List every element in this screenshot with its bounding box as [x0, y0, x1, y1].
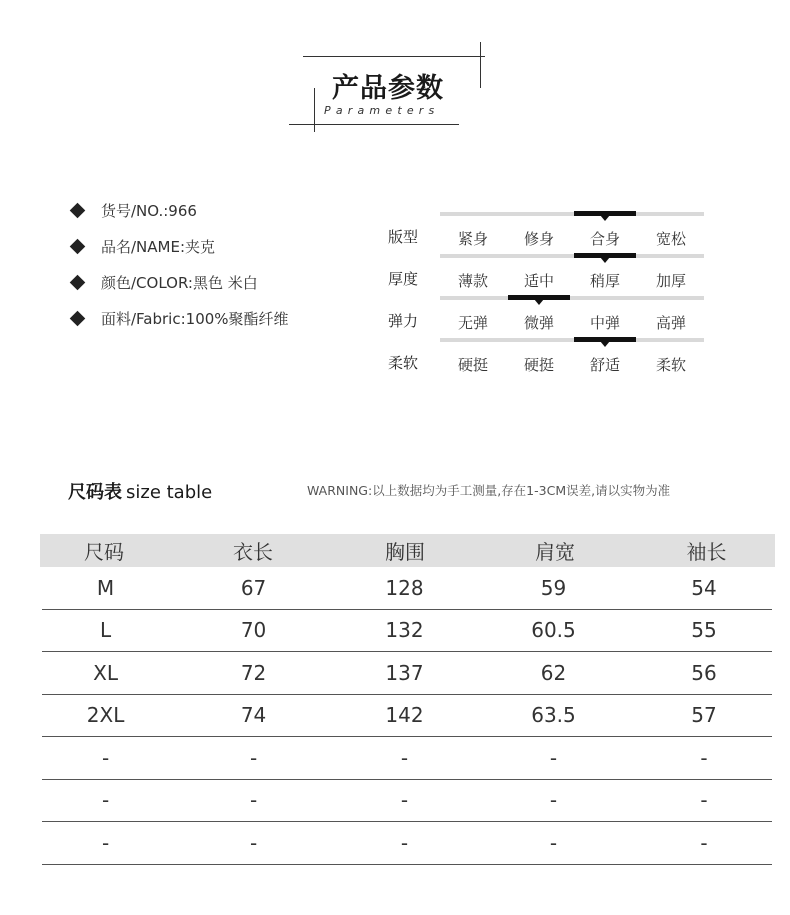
diamond-bullet-icon [70, 202, 86, 218]
table-row [42, 737, 772, 780]
diamond-bullet-icon [70, 238, 86, 254]
table-cell: 137 [385, 660, 424, 685]
info-item-color [70, 264, 289, 300]
table-cell: - [549, 745, 558, 770]
table-cell: 67 [240, 575, 267, 600]
attribute-scale-bar [440, 296, 704, 300]
attribute-option: 适中 [523, 272, 554, 290]
attribute-option: 稍厚 [589, 272, 620, 290]
table-cell: - [700, 788, 708, 813]
table-cell: - [249, 745, 258, 770]
table-cell: - [400, 830, 409, 855]
table-cell: 74 [240, 703, 267, 728]
size-table-title-en: size table [126, 482, 213, 503]
attribute-option: 高弹 [655, 314, 686, 332]
table-cell: 63.5 [531, 703, 576, 728]
table-cell: 60.5 [531, 618, 576, 643]
column-header: 衣长 [233, 540, 273, 564]
table-cell: 70 [240, 618, 267, 643]
measurement-warning: WARNING:以上数据均为手工测量,存在1-3CM误差,请以实物为准 [307, 483, 671, 498]
attribute-option: 微弹 [523, 314, 554, 332]
attribute-label: 柔软 [388, 354, 419, 372]
attribute-row [388, 338, 708, 380]
table-cell: 62 [540, 660, 567, 685]
table-cell: - [400, 788, 409, 813]
table-cell: L [99, 618, 112, 643]
size-table-header [40, 534, 775, 567]
attribute-option: 薄款 [457, 272, 488, 290]
table-cell: XL [93, 660, 118, 685]
table-cell: 2XL [86, 703, 125, 728]
attribute-option: 加厚 [655, 272, 686, 290]
attribute-row [388, 212, 708, 254]
table-cell: - [101, 745, 110, 770]
table-cell: - [549, 788, 558, 813]
size-table [40, 534, 775, 865]
info-text: 货号/NO.:966 [101, 201, 197, 220]
diamond-bullet-icon [70, 274, 86, 290]
attribute-scale-bar [440, 212, 704, 216]
table-cell: 56 [691, 660, 717, 685]
table-row [42, 610, 772, 653]
table-row [42, 695, 772, 738]
header-line-bottom [289, 124, 459, 125]
attribute-label: 厚度 [388, 270, 419, 288]
attribute-option: 修身 [523, 230, 554, 248]
header-line-top [303, 56, 485, 57]
column-header: 胸围 [385, 540, 425, 564]
attribute-option: 柔软 [655, 356, 686, 374]
attribute-row [388, 254, 708, 296]
table-cell: - [400, 745, 409, 770]
column-header: 尺码 [84, 540, 124, 564]
selected-marker-icon [574, 211, 636, 216]
page-subtitle: Parameters [324, 104, 440, 117]
attribute-option: 硬挺 [457, 356, 488, 374]
attribute-option: 舒适 [589, 356, 620, 374]
table-cell: 59 [540, 575, 567, 600]
selected-marker-icon [574, 253, 636, 258]
table-cell: - [549, 830, 558, 855]
info-text: 品名/NAME:夹克 [101, 237, 216, 256]
table-cell: 128 [385, 575, 424, 600]
size-table-title-cn: 尺码表 [68, 482, 122, 503]
table-cell: 72 [240, 660, 267, 685]
attribute-option: 无弹 [457, 314, 488, 332]
attribute-option: 宽松 [655, 230, 686, 248]
attribute-scale-bar [440, 338, 704, 342]
attribute-grid [388, 212, 708, 380]
info-item-fabric [70, 300, 289, 336]
table-cell: 54 [691, 575, 717, 600]
info-text: 面料/Fabric:100%聚酯纤维 [101, 309, 289, 328]
attribute-option: 硬挺 [523, 356, 554, 374]
table-cell: - [249, 830, 258, 855]
info-text: 颜色/COLOR:黑色 米白 [101, 273, 258, 292]
table-cell: 55 [691, 618, 717, 643]
size-table-body [40, 567, 775, 865]
table-cell: - [700, 830, 708, 855]
table-cell: 132 [385, 618, 424, 643]
size-table-title [68, 478, 212, 504]
table-cell: - [101, 830, 110, 855]
header-line-right [480, 42, 481, 88]
table-cell: 142 [385, 703, 424, 728]
table-row [42, 567, 772, 610]
table-cell: - [101, 788, 110, 813]
table-row [42, 780, 772, 823]
header-line-left [314, 88, 315, 132]
column-header: 袖长 [686, 540, 727, 564]
selected-marker-icon [574, 337, 636, 342]
selected-marker-icon [508, 295, 570, 300]
attribute-option: 合身 [589, 230, 620, 248]
attribute-option: 中弹 [589, 314, 620, 332]
column-header: 肩宽 [535, 540, 575, 564]
table-row [42, 652, 772, 695]
table-cell: M [96, 575, 115, 600]
attribute-option: 紧身 [457, 230, 488, 248]
table-row [42, 822, 772, 865]
table-cell: 57 [691, 703, 717, 728]
attribute-row [388, 296, 708, 338]
table-cell: - [249, 788, 258, 813]
info-item-name [70, 228, 289, 264]
attribute-label: 弹力 [388, 312, 419, 330]
product-info-list [70, 192, 289, 336]
diamond-bullet-icon [70, 310, 86, 326]
attribute-scale-bar [440, 254, 704, 258]
page-title: 产品参数 [332, 73, 444, 104]
attribute-label: 版型 [388, 228, 419, 246]
info-item-number [70, 192, 289, 228]
table-cell: - [700, 745, 708, 770]
